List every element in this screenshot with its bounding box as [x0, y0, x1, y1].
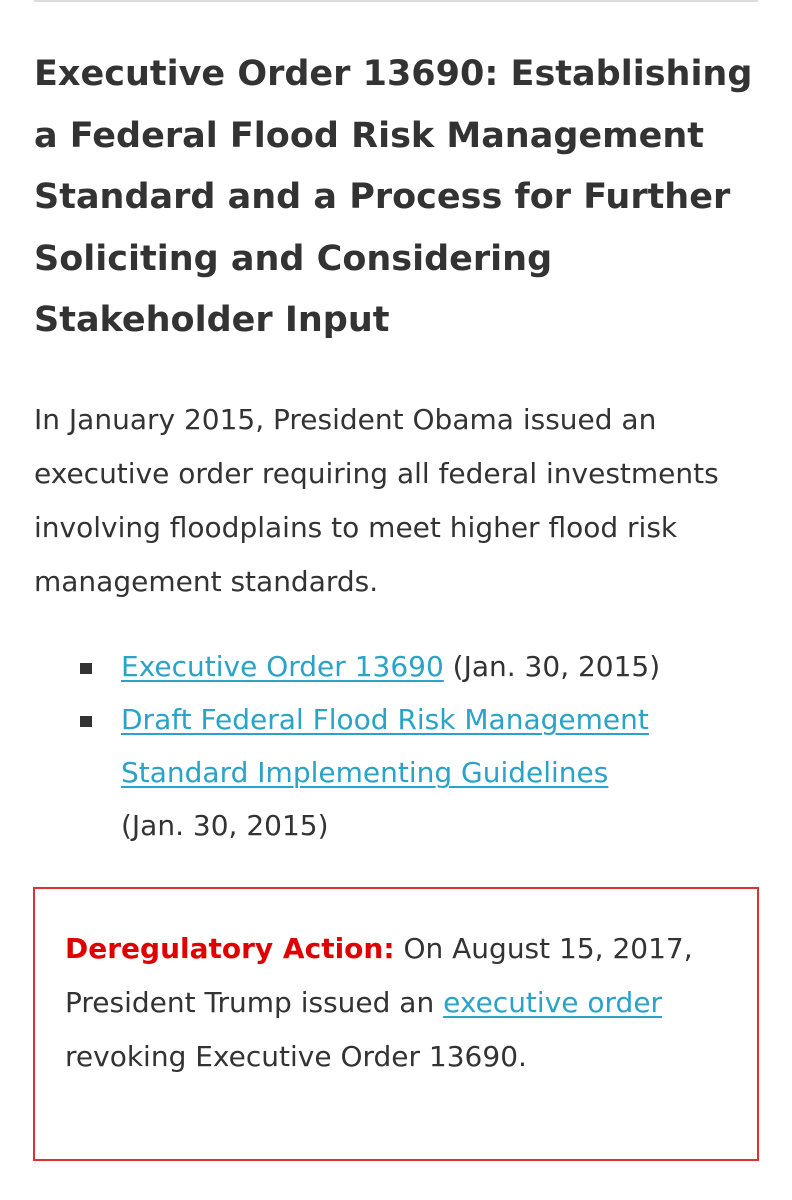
top-divider — [34, 0, 758, 2]
resource-date: (Jan. 30, 2015) — [121, 809, 329, 842]
resource-list — [80, 640, 760, 852]
intro-paragraph: In January 2015, President Obama issued an executive order requiring all federal investments involving floodplains to meet higher flood risk management standards. — [34, 403, 719, 598]
list-item — [80, 693, 760, 852]
callout-text — [65, 922, 727, 1084]
square-bullet-icon — [80, 716, 92, 727]
deregulatory-action-callout — [33, 887, 759, 1161]
callout-text-after: revoking Executive Order 13690. — [65, 1040, 527, 1073]
resource-date: (Jan. 30, 2015) — [452, 650, 661, 683]
draft-guidelines-link[interactable]: Draft Federal Flood Risk Management Standard Implementing Guidelines — [121, 703, 649, 789]
executive-order-13690-link[interactable]: Executive Order 13690 — [121, 650, 444, 683]
callout-label: Deregulatory Action: — [65, 932, 395, 965]
executive-order-link[interactable]: executive order — [443, 986, 663, 1019]
callout-text-before: On August 15, 2017, President Trump issued an — [65, 932, 693, 1019]
square-bullet-icon — [80, 663, 92, 674]
page-title: Executive Order 13690: Establishing a Federal Flood Risk Management Standard and a Process for Further Soliciting and Considering Stakeholder Input — [34, 54, 753, 340]
list-item — [80, 640, 760, 693]
